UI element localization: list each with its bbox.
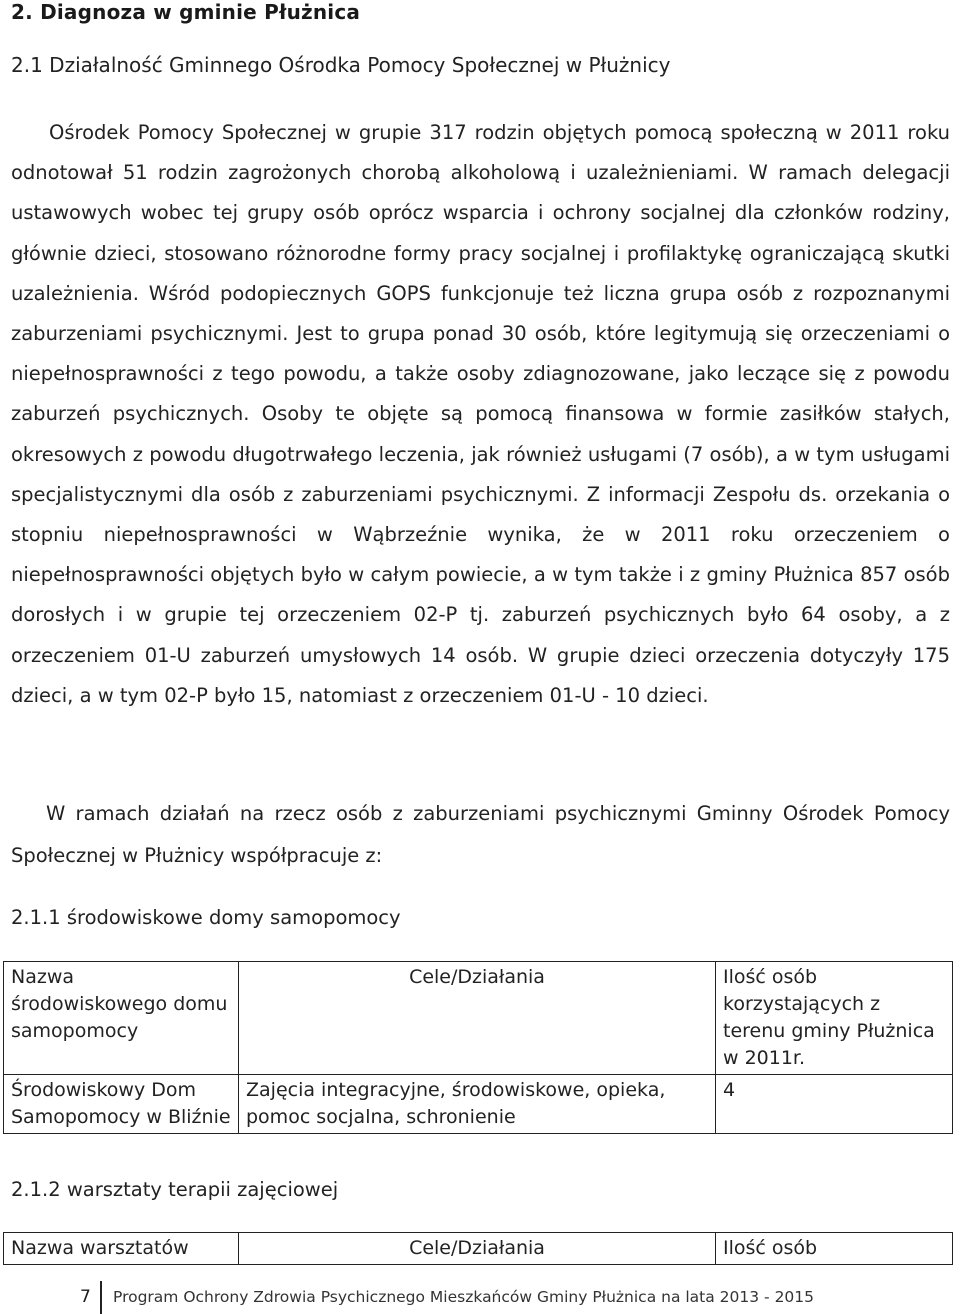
- table-header-row: [4, 962, 953, 1075]
- table-header-cell: Nazwa warsztatów: [4, 1233, 239, 1265]
- table-header-cell: Nazwa środowiskowego domu samopomocy: [4, 962, 239, 1075]
- table-header-cell: Cele/Działania: [239, 962, 716, 1075]
- table-cell: 4: [716, 1075, 953, 1134]
- subsection-heading: 2.1 Działalność Gminnego Ośrodka Pomocy Społecznej w Płużnicy: [11, 53, 671, 77]
- subsubsection-heading-day-care: 2.1.1 środowiskowe domy samopomocy: [11, 906, 401, 929]
- day-care-homes-table: [3, 961, 953, 1134]
- table-header-cell: Cele/Działania: [239, 1233, 716, 1265]
- paragraph-main: Ośrodek Pomocy Społecznej w grupie 317 rodzin objętych pomocą społeczną w 2011 roku odnotował 51 rodzin zagrożonych chorobą alkoholową i uzależnieniami. W ramach delegacji ustawowych wobec tej grupy osób oprócz wsparcia i ochrony socjalnej dla członków rodziny, głównie dzieci, stosowano różnorodne formy pracy socjalnej i profilaktykę ograniczającą skutki uzależnienia. Wśród podopiecznych GOPS funkcjonuje też liczna grupa osób z rozpoznanymi zaburzeniami psychicznymi. Jest to grupa ponad 30 osób, które legitymują się orzeczeniami o niepełnosprawności z tego powodu, a także osoby zdiagnozowane, jako leczące się z powodu zaburzeń psychicznych. Osoby te objęte są pomocą finansowa w formie zasiłków stałych, okresowych z powodu długotrwałego leczenia, jak również usługami (7 osób), a w tym usługami specjalistycznymi dla osób z zaburzeniami psychicznymi. Z informacji Zespołu ds. orzekania o stopniu niepełnosprawności w Wąbrzeźnie wynika, że w 2011 roku orzeczeniem o niepełnosprawności objętych było w całym powiecie, a w tym także i z gminy Płużnica 857 osób dorosłych i w grupie tej orzeczeniem 02-P tj. zaburzeń psychicznych było 64 osoby, a z orzeczeniem 01-U zaburzeń umysłowych 14 osób. W grupie dzieci orzeczenia dotyczyły 175 dzieci, a w tym 02-P było 15, natomiast z orzeczeniem 01-U - 10 dzieci.: [11, 121, 950, 707]
- table-cell: Zajęcia integracyjne, środowiskowe, opieka, pomoc socjalna, schronienie: [239, 1075, 716, 1134]
- table-header-cell: Ilość osób korzystających z terenu gminy Płużnica w 2011r.: [716, 962, 953, 1075]
- body-text: [11, 113, 950, 716]
- paragraph-cooperation: W ramach działań na rzecz osób z zaburzeniami psychicznymi Gminny Ośrodek Pomocy Społecznej w Płużnicy współpracuje z:: [11, 802, 950, 867]
- footer-divider: [100, 1281, 102, 1314]
- footer-title: Program Ochrony Zdrowia Psychicznego Mieszkańców Gminy Płużnica na lata 2013 - 2015: [113, 1288, 815, 1306]
- section-heading: 2. Diagnoza w gminie Płużnica: [11, 0, 361, 24]
- workshops-table: [3, 1232, 953, 1265]
- table-row: [4, 1075, 953, 1134]
- subsubsection-heading-workshops: 2.1.2 warsztaty terapii zajęciowej: [11, 1178, 339, 1201]
- page-footer: [0, 1279, 960, 1314]
- table-header-row: [4, 1233, 953, 1265]
- table-cell: Środowiskowy Dom Samopomocy w Bliźnie: [4, 1075, 239, 1134]
- table-header-cell: Ilość osób: [716, 1233, 953, 1265]
- page-number: 7: [80, 1287, 91, 1307]
